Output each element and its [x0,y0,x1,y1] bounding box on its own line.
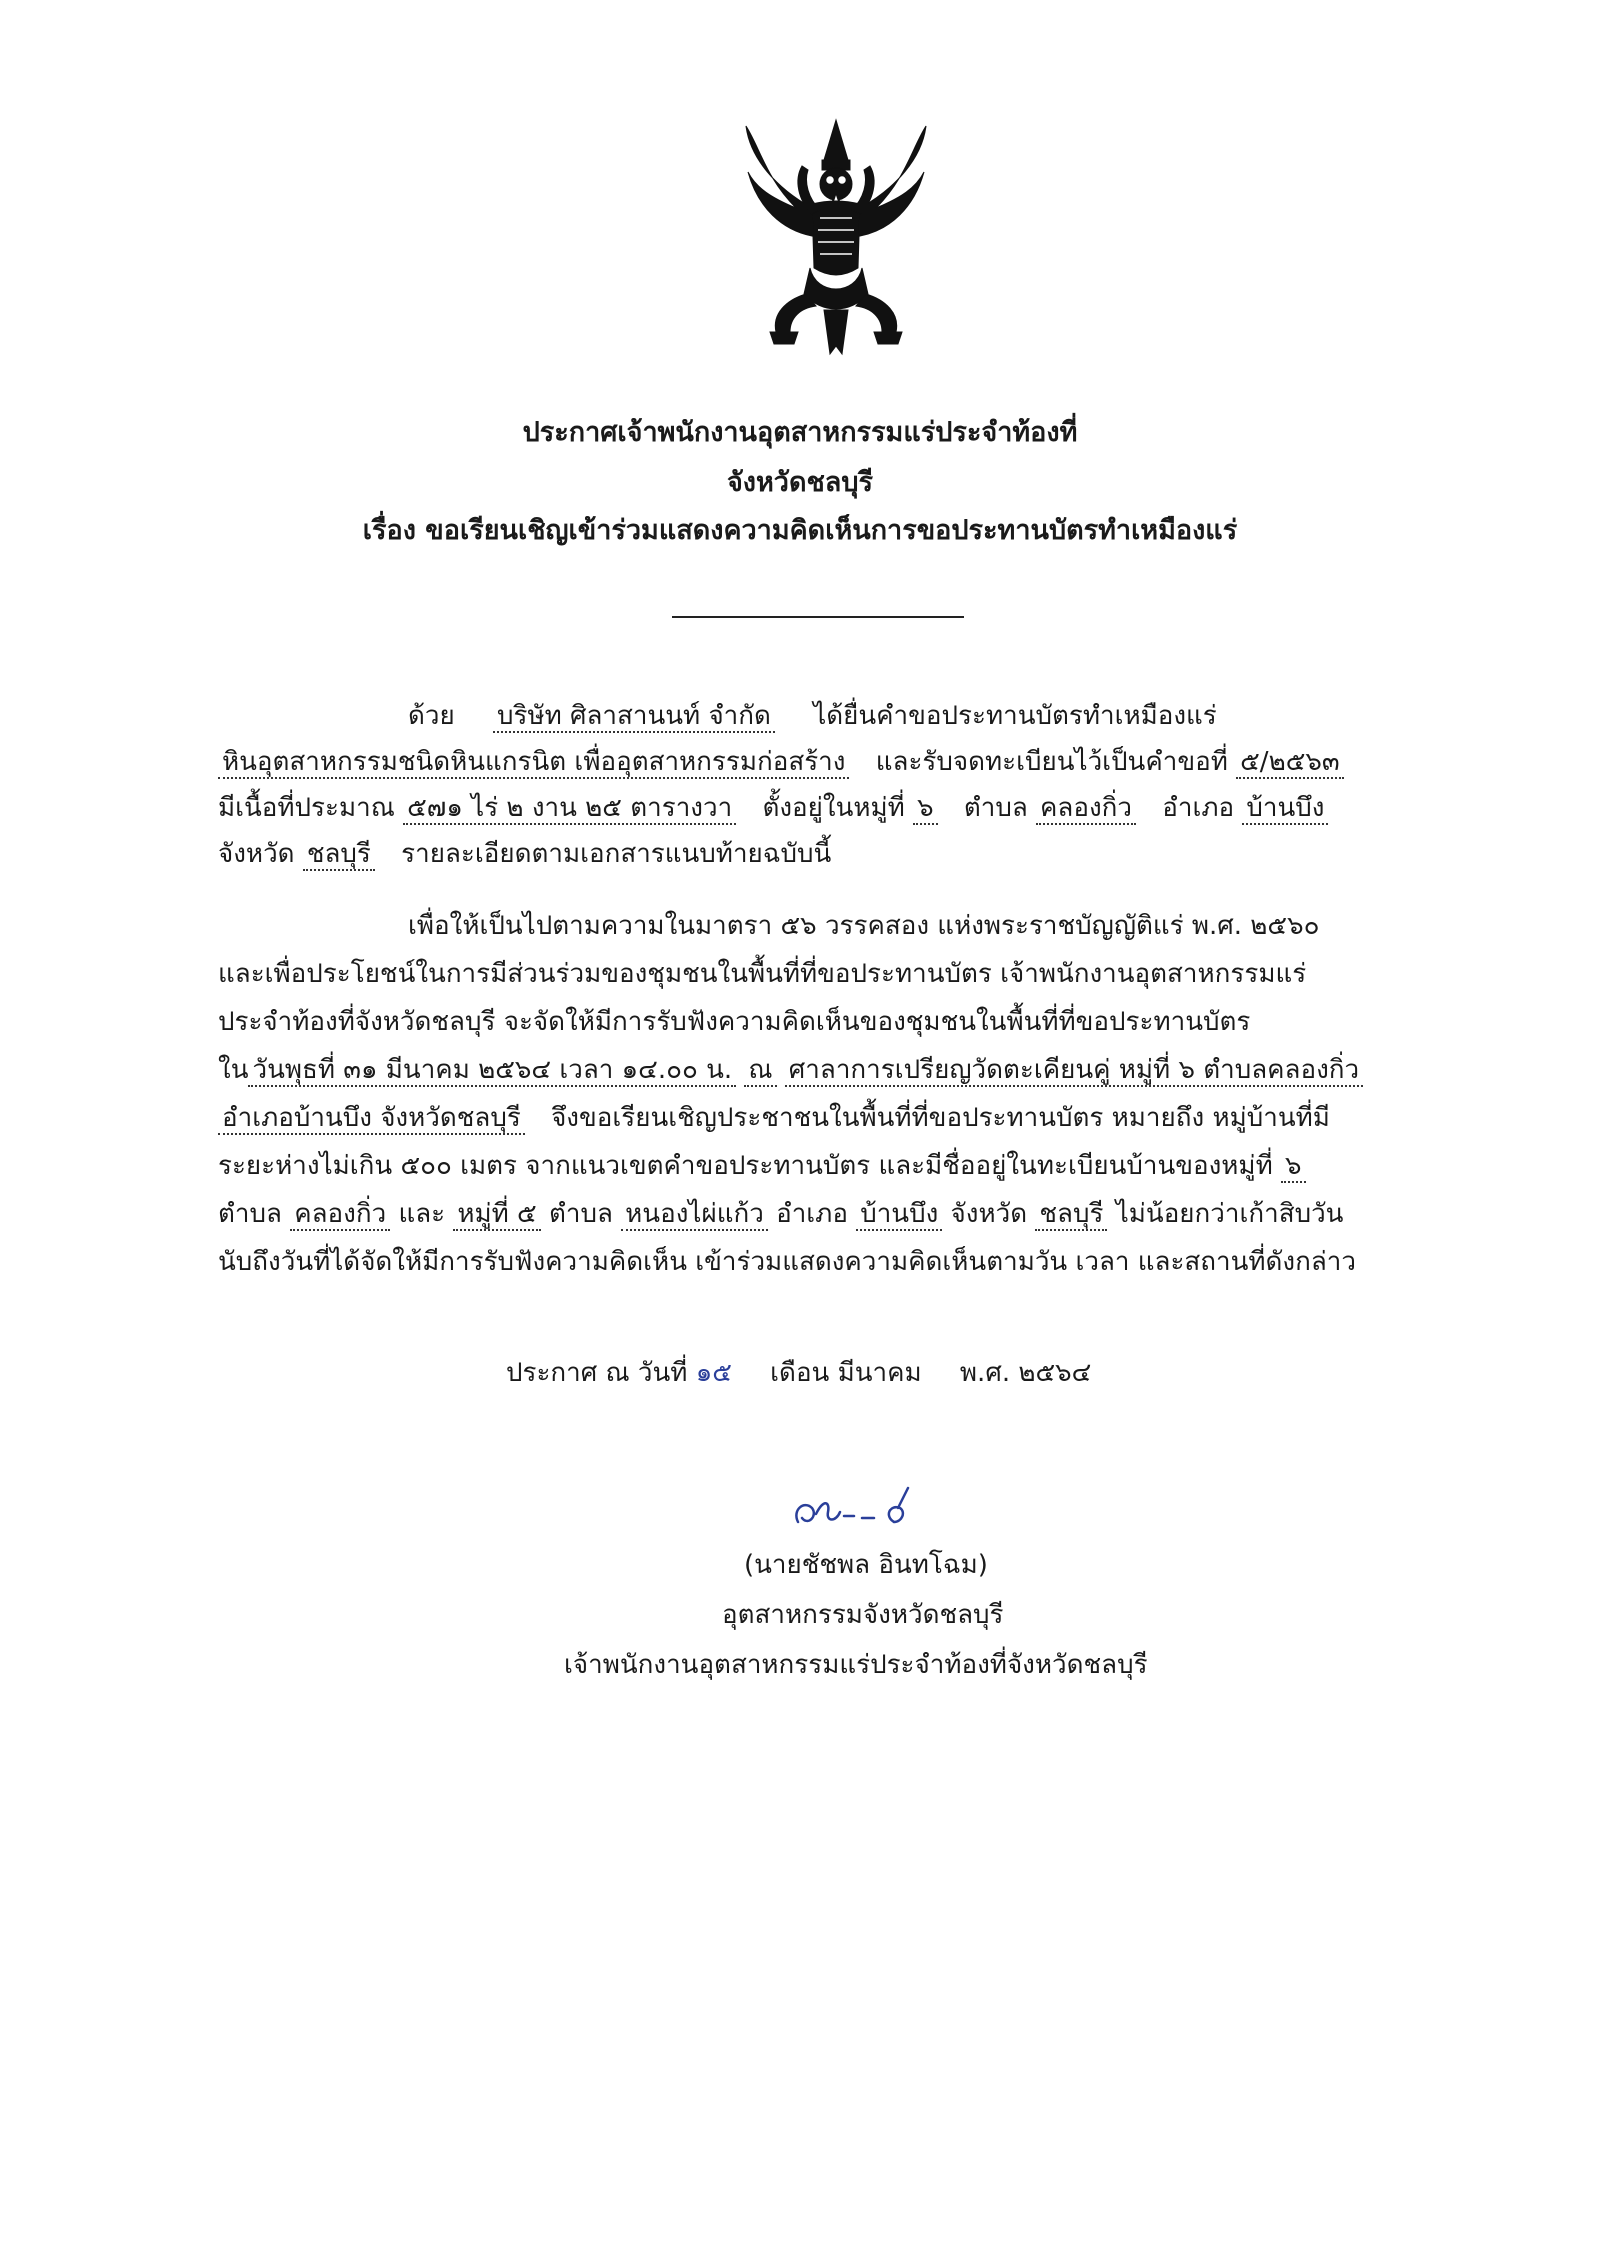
signatory-name: (นายชัชพล อินทโฉม) [744,1550,988,1580]
para2-line6: ระยะห่างไม่เกิน ๕๐๐ เมตร จากแนวเขตคำขอประทานบัตร และมีชื่ออยู่ในทะเบียนบ้านของหมู่ที่ ๖ [218,1148,1406,1184]
para2-line5: อำเภอบ้านบึง จังหวัดชลบุรี จึงขอเรียนเชิญประชาชนในพื้นที่ที่ขอประทานบัตร หมายถึง หมู่บ้านที่มี [218,1100,1406,1136]
para2-line1: เพื่อให้เป็นไปตามความในมาตรา ๕๖ วรรคสอง แห่งพระราชบัญญัติแร่ พ.ศ. ๒๕๖๐ [408,911,1320,941]
hearing-venue: ศาลาการเปรียญวัดตะเคียนคู่ หมู่ที่ ๖ ตำบลคลองกิ่ว [785,1055,1363,1087]
announcement-day: ๑๕ [695,1358,732,1388]
request-number: ๕/๒๕๖๓ [1236,747,1344,779]
announcement-year: ๒๕๖๔ [1018,1358,1092,1388]
tambon-name: คลองกิ่ว [1036,793,1136,825]
heading-announcement: ประกาศเจ้าพนักงานอุตสาหกรรมแร่ประจำท้องที่ [522,417,1078,448]
para2-line3: ประจำท้องที่จังหวัดชลบุรี จะจัดให้มีการรับฟังความคิดเห็นของชุมชนในพื้นที่ที่ขอประทานบัตร [218,1007,1251,1037]
area-size: ๕๗๑ ไร่ ๒ งาน ๒๕ ตารางวา [403,793,736,825]
amphoe-name: บ้านบึง [1242,793,1328,825]
eligible-moo: ๖ [1281,1151,1306,1183]
moo-number: ๖ [913,793,938,825]
para2-line2: และเพื่อประโยชน์ในการมีส่วนร่วมของชุมชนในพื้นที่ที่ขอประทานบัตร เจ้าพนักงานอุตสาหกรรมแร่ [218,959,1307,989]
para1-line4: จังหวัด ชลบุรี รายละเอียดตามเอกสารแนบท้ายฉบับนี้ [218,839,832,869]
hearing-datetime: วันพุธที่ ๓๑ มีนาคม ๒๕๖๔ เวลา ๑๔.๐๐ น. [248,1055,736,1087]
header-divider [672,616,964,618]
handwritten-signature [790,1478,940,1548]
announcement-date: ประกาศ ณ วันที่ ๑๕ เดือน มีนาคม พ.ศ. ๒๕๖๔ [506,1358,1092,1388]
para2-line4: ใน วันพุธที่ ๓๑ มีนาคม ๒๕๖๔ เวลา ๑๔.๐๐ น. ณ ศาลาการเปรียญวัดตะเคียนคู่ หมู่ที่ ๖ ตำบลคลองกิ่ว [218,1052,1406,1088]
hearing-venue-location: อำเภอบ้านบึง จังหวัดชลบุรี [218,1103,525,1135]
garuda-emblem-icon [736,118,936,358]
announcement-month: มีนาคม [837,1358,922,1388]
para1-line2: หินอุตสาหกรรมชนิดหินแกรนิต เพื่ออุตสาหกรรมก่อสร้าง และรับจดทะเบียนไว้เป็นคำขอที่ ๕/๒๕๖๓ [218,744,1406,780]
para1-line1: ด้วย บริษัท ศิลาสานนท์ จำกัด ได้ยื่นคำขอประทานบัตรทำเหมืองแร่ [408,701,1217,731]
province-name: ชลบุรี [303,839,375,871]
company-name: บริษัท ศิลาสานนท์ จำกัด [493,701,775,733]
para2-line8: นับถึงวันที่ได้จัดให้มีการรับฟังความคิดเห็น เข้าร่วมแสดงความคิดเห็นตามวัน เวลา และสถานที่ดังกล่าว [218,1247,1356,1277]
heading-province: จังหวัดชลบุรี [726,467,873,498]
signatory-position: อุตสาหกรรมจังหวัดชลบุรี [722,1600,1004,1630]
para1-line3: มีเนื้อที่ประมาณ ๕๗๑ ไร่ ๒ งาน ๒๕ ตารางวา ตั้งอยู่ในหมู่ที่ ๖ ตำบล คลองกิ่ว อำเภอ บ้านบึง [218,790,1406,826]
para2-line7: ตำบล คลองกิ่ว และ หมู่ที่ ๕ ตำบล หนองไผ่แก้ว อำเภอ บ้านบึง จังหวัด ชลบุรี ไม่น้อยกว่าเก้าสิบวัน [218,1199,1344,1229]
mineral-type: หินอุตสาหกรรมชนิดหินแกรนิต เพื่ออุตสาหกรรมก่อสร้าง [218,747,849,779]
heading-subject: เรื่อง ขอเรียนเชิญเข้าร่วมแสดงความคิดเห็นการขอประทานบัตรทำเหมืองแร่ [362,515,1238,546]
signatory-title: เจ้าพนักงานอุตสาหกรรมแร่ประจำท้องที่จังหวัดชลบุรี [564,1650,1148,1680]
